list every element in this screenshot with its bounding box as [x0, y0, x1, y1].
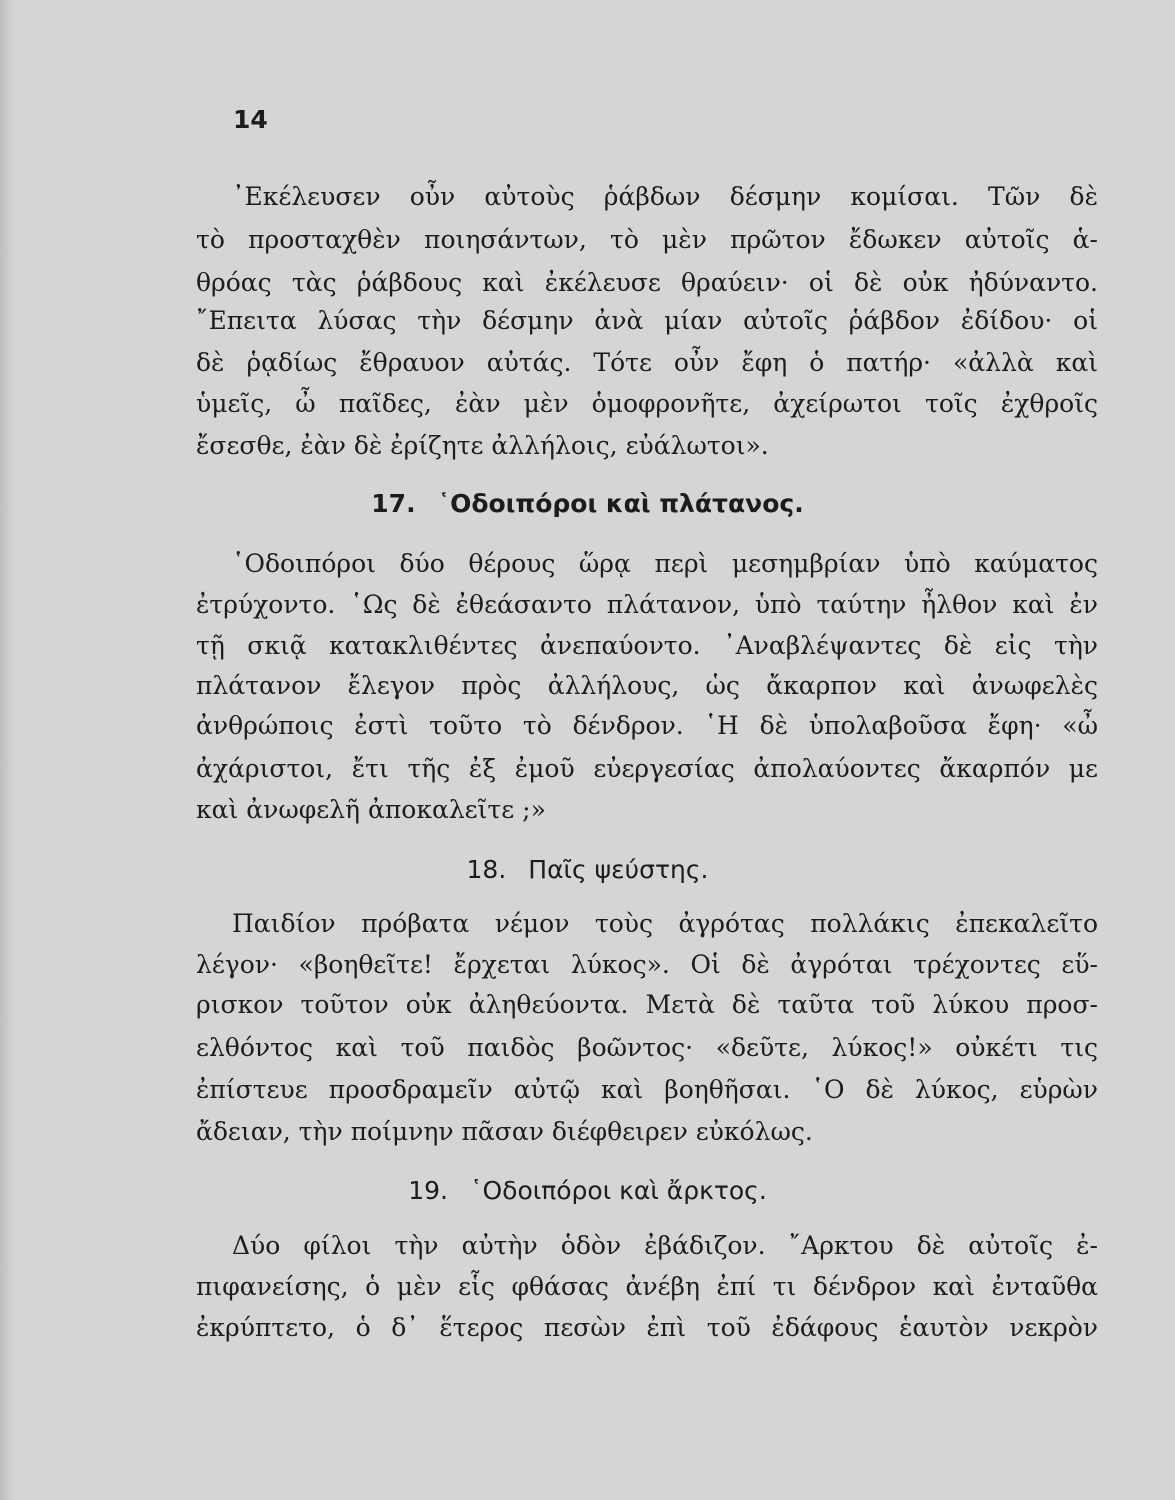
page-number: 14 — [233, 105, 268, 134]
section-number: 18. — [466, 855, 507, 884]
section-title: ῾Οδοιπόροι καὶ ἄρκτος. — [469, 1176, 767, 1205]
text-line: ελθόντος καὶ τοῦ παιδὸς βοῶντος· «δεῦτε, λύκος!» οὐκέτι τις — [196, 1033, 1098, 1062]
text-line: καὶ ἀνωφελῆ ἀποκαλεῖτε ;» — [196, 795, 546, 824]
section-heading-19 — [0, 1173, 1175, 1209]
text-line: ἐτρύχοντο. ῾Ως δὲ ἐθεάσαντο πλάτανον, ὑπὸ ταύτην ἦλθον καὶ ἐν — [196, 590, 1098, 619]
text-line: ᾿Εκέλευσεν οὖν αὐτοὺς ῥάβδων δέσμην κομίσαι. Τῶν δὲ — [232, 182, 1098, 211]
text-line: ἔσεσθε, ἐὰν δὲ ἐρίζητε ἀλλήλοις, εὐάλωτοι». — [196, 431, 769, 460]
section-number: 17. — [371, 489, 416, 518]
text-line: ἐπίστευε προσδραμεῖν αὐτῷ καὶ βοηθῆσαι. ῾Ο δὲ λύκος, εὑρὼν — [196, 1075, 1098, 1104]
text-line: Δύο φίλοι τὴν αὐτὴν ὁδὸν ἐβάδιζον. ῎Αρκτου δὲ αὐτοῖς ἐ- — [232, 1231, 1098, 1260]
text-line: ῾Οδοιπόροι δύο θέρους ὥρᾳ περὶ μεσημβρίαν ὑπὸ καύματος — [232, 549, 1098, 578]
text-line: ρισκον τοῦτον οὐκ ἀληθεύοντα. Μετὰ δὲ ταῦτα τοῦ λύκου προσ- — [196, 990, 1098, 1019]
text-line: πλάτανον ἔλεγον πρὸς ἀλλήλους, ὡς ἄκαρπον καὶ ἀνωφελὲς — [196, 671, 1098, 700]
section-number: 19. — [408, 1176, 448, 1205]
text-line: ἄδειαν, τὴν ποίμνην πᾶσαν διέφθειρεν εὐκόλως. — [196, 1117, 813, 1146]
page-edge — [0, 0, 14, 1500]
text-line: δὲ ῥᾳδίως ἔθραυον αὐτάς. Τότε οὖν ἔφη ὁ πατήρ· «ἀλλὰ καὶ — [196, 348, 1098, 377]
text-line: ὑμεῖς, ὦ παῖδες, ἐὰν μὲν ὁμοφρονῆτε, ἀχείρωτοι τοῖς ἐχθροῖς — [196, 389, 1098, 418]
text-line: ἀνθρώποις ἐστὶ τοῦτο τὸ δένδρον. ῾Η δὲ ὑπολαβοῦσα ἔφη· «ὦ — [196, 711, 1098, 740]
text-line: ῎Επειτα λύσας τὴν δέσμην ἀνὰ μίαν αὐτοῖς ῥάβδον ἐδίδου· οἱ — [196, 306, 1098, 335]
section-title: Παῖς ψεύστης. — [528, 855, 709, 884]
text-line: ἀχάριστοι, ἔτι τῆς ἐξ ἐμοῦ εὐεργεσίας ἀπολαύοντες ἄκαρπόν με — [196, 754, 1098, 783]
text-line: τὸ προσταχθὲν ποιησάντων, τὸ μὲν πρῶτον ἔδωκεν αὐτοῖς ἁ- — [196, 225, 1098, 254]
text-line: τῇ σκιᾷ κατακλιθέντες ἀνεπαύοντο. ᾿Αναβλέψαντες δὲ εἰς τὴν — [196, 631, 1098, 660]
section-heading-17 — [0, 486, 1175, 522]
text-line: Παιδίον πρόβατα νέμον τοὺς ἀγρότας πολλάκις ἐπεκαλεῖτο — [232, 909, 1098, 938]
section-heading-18 — [0, 852, 1175, 888]
text-line: ἐκρύπτετο, ὁ δ᾿ ἕτερος πεσὼν ἐπὶ τοῦ ἐδάφους ἑαυτὸν νεκρὸν — [196, 1313, 1098, 1342]
section-title: ῾Οδοιπόροι καὶ πλάτανος. — [437, 489, 804, 518]
text-line: λέγον· «βοηθεῖτε! ἔρχεται λύκος». Οἱ δὲ ἀγρόται τρέχοντες εὕ- — [196, 950, 1098, 979]
text-line: θρόας τὰς ῥάβδους καὶ ἐκέλευσε θραύειν· οἱ δὲ οὐκ ἠδύναντο. — [196, 268, 1098, 297]
text-line: πιφανείσης, ὁ μὲν εἷς φθάσας ἀνέβη ἐπί τι δένδρον καὶ ἐνταῦθα — [196, 1272, 1098, 1301]
